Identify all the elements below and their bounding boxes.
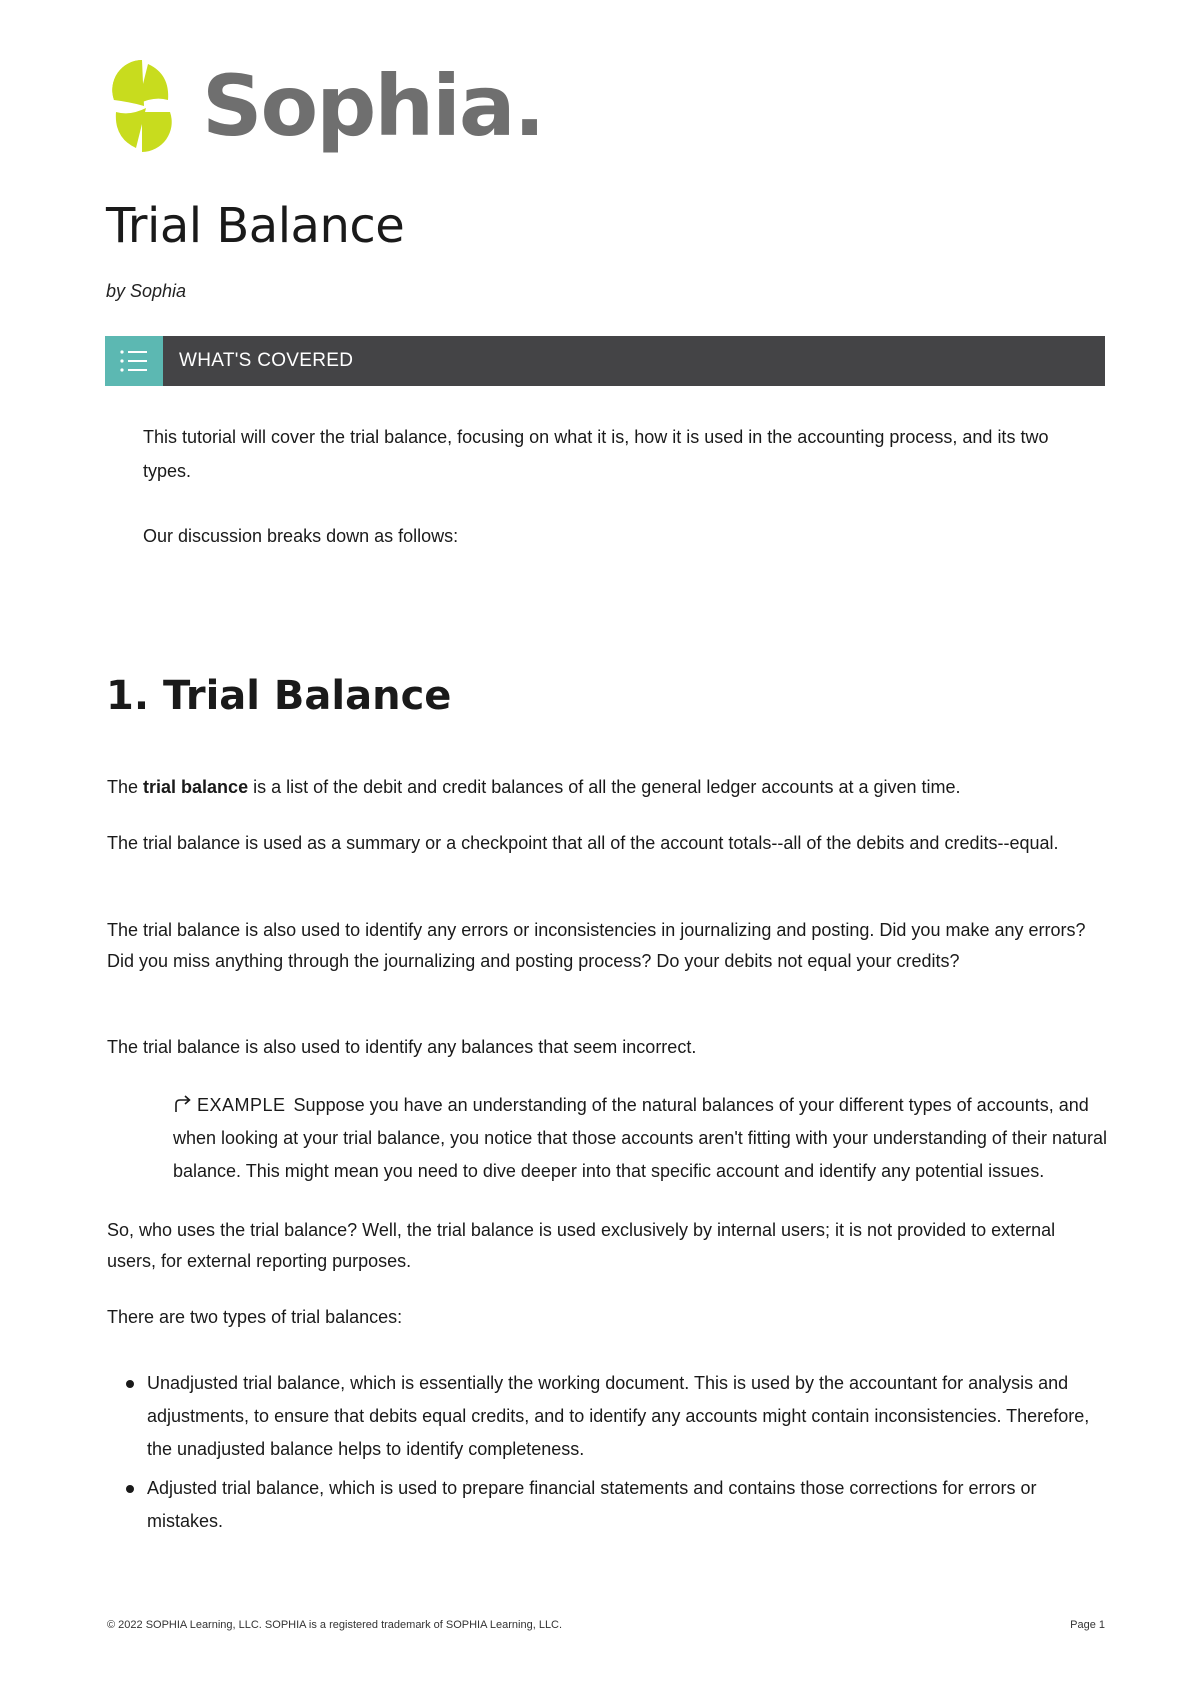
users-paragraph: So, who uses the trial balance? Well, the trial balance is used exclusively by internal users; it is not provided to external users, for external reporting purposes.: [107, 1220, 1056, 1271]
sophia-mark-icon: [104, 56, 180, 156]
whats-covered-bar: [105, 336, 1105, 386]
types-intro-paragraph: There are two types of trial balances:: [107, 1307, 403, 1327]
example-callout: [173, 1089, 1108, 1188]
whats-covered-label: WHAT'S COVERED: [179, 350, 354, 371]
example-label: EXAMPLE: [197, 1095, 286, 1115]
page-title: Trial Balance: [106, 198, 405, 254]
term-trial-balance: trial balance: [143, 777, 249, 797]
arrow-turn-icon: [173, 1095, 193, 1113]
list-item: Adjusted trial balance, which is used to prepare financial statements and contains those corrections for errors or mistakes.: [107, 1472, 1107, 1538]
incorrect-balances-paragraph: The trial balance is also used to identify any balances that seem incorrect.: [107, 1037, 697, 1057]
covered-breakdown-text: Our discussion breaks down as follows:: [143, 526, 459, 546]
trial-balance-types-list: [107, 1367, 1107, 1544]
bullet-icon: [126, 1380, 134, 1388]
section-heading: 1. Trial Balance: [106, 673, 452, 719]
logo-wordmark: Sophia.: [202, 57, 544, 155]
footer-page-number: Page 1: [1070, 1619, 1105, 1631]
list-item: Unadjusted trial balance, which is essentially the working document. This is used by the accountant for analysis and adjustments, to ensure that debits equal credits, and to identify any accounts might contain inconsistencies. Therefore, the unadjusted balance helps to identify completeness.: [107, 1367, 1107, 1466]
summary-paragraph: The trial balance is used as a summary or a checkpoint that all of the account totals--all of the debits and credits--equal.: [107, 833, 1059, 853]
footer-copyright: © 2022 SOPHIA Learning, LLC. SOPHIA is a registered trademark of SOPHIA Learning, LLC.: [107, 1619, 563, 1631]
errors-paragraph: The trial balance is also used to identify any errors or inconsistencies in journalizing and posting. Did you make any errors? Did you miss anything through the journalizing and posting process? Do your debits not equal your credits?: [107, 920, 1086, 971]
byline: by Sophia: [106, 281, 187, 301]
definition-paragraph: The trial balance is a list of the debit and credit balances of all the general ledger accounts at a given time.: [107, 777, 961, 797]
bullet-icon: [126, 1485, 134, 1493]
example-text: Suppose you have an understanding of the natural balances of your different types of accounts, and when looking at your trial balance, you notice that those accounts aren't fitting with your understanding of their natural balance. This might mean you need to dive deeper into that specific account and identify any potential issues.: [173, 1095, 1107, 1181]
list-icon: [105, 336, 163, 386]
sophia-logo: [104, 56, 544, 156]
covered-intro-text: This tutorial will cover the trial balance, focusing on what it is, how it is used in the accounting process, and its two types.: [143, 427, 1049, 481]
